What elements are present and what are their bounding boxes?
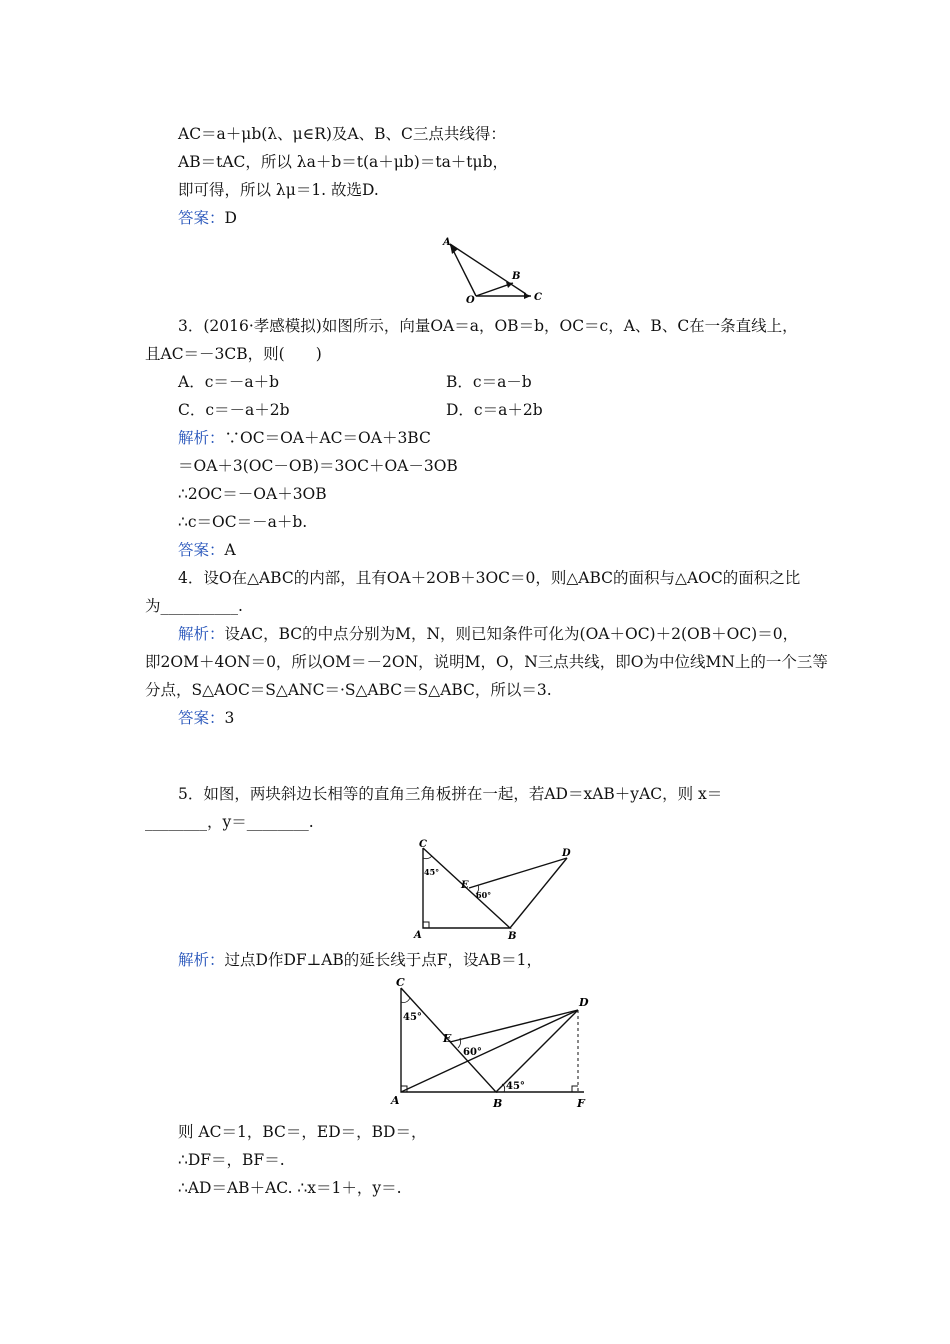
solution-line: ∴c＝OC＝－a＋b.	[178, 513, 308, 531]
solution-line: 解析：过点D作DF⊥AB的延长线于点F，设AB＝1，	[178, 951, 542, 969]
label-D: D	[562, 848, 571, 859]
label-O: O	[466, 295, 475, 304]
solution-line: 即可得，所以 λμ＝1. 故选D.	[178, 181, 379, 199]
solution-line: ∴DF＝，BF＝.	[178, 1151, 285, 1169]
solution-label: 解析：	[178, 429, 225, 447]
angle-60: 60°	[476, 890, 492, 900]
answer-line	[178, 540, 236, 560]
label-A: A	[414, 930, 422, 941]
angle-45: 45°	[403, 1012, 422, 1023]
solution-line: 分点，S△AOC＝S△ANC＝·S△ABC＝S△ABC，所以＝3.	[145, 681, 552, 699]
question-3-stem: 且AC＝－3CB，则( )	[145, 345, 322, 363]
solution-line: 即2OM＋4ON＝0，所以OM＝－2ON，说明M，O，N三点共线，即O为中位线MN上的一个三等	[145, 653, 828, 671]
solution-line: ∴2OC＝－OA＋3OB	[178, 485, 327, 503]
solution-label: 解析：	[178, 625, 225, 643]
label-C: C	[534, 292, 542, 303]
solution-line: AC＝a＋μb(λ、μ∈R)及A、B、C三点共线得：	[178, 125, 506, 143]
solution-line: 则 AC＝1，BC＝，ED＝，BD＝，	[178, 1123, 427, 1141]
angle-45-b: 45°	[506, 1081, 525, 1092]
solution-line: ∴AD＝AB＋AC. ∴x＝1＋，y＝.	[178, 1179, 402, 1197]
solution-label: 解析：	[178, 951, 225, 969]
solution-line: 解析：设AC，BC的中点分别为M，N，则已知条件可化为(OA＋OC)＋2(OB＋OC)＝0，	[178, 625, 799, 643]
angle-60: 60°	[463, 1047, 482, 1058]
label-D: D	[579, 996, 589, 1009]
answer-line	[178, 708, 234, 728]
answer-label: 答案：	[178, 209, 225, 227]
label-C: C	[396, 976, 405, 989]
answer-value: 3	[224, 709, 235, 727]
option-b: B．c＝a－b	[446, 373, 532, 391]
solution-line: 解析：∵OC＝OA＋AC＝OA＋3BC	[178, 429, 431, 447]
answer-line	[178, 208, 237, 228]
label-B: B	[512, 271, 521, 282]
triangle-figure-3	[388, 976, 598, 1112]
vector-figure-1	[436, 234, 548, 304]
answer-value: A	[224, 541, 236, 559]
label-B: B	[508, 931, 517, 942]
answer-label: 答案：	[178, 709, 225, 727]
label-A: A	[443, 237, 451, 248]
label-A: A	[391, 1094, 400, 1107]
label-E: E	[443, 1032, 452, 1045]
question-5-stem: ________，y＝________.	[145, 813, 314, 831]
triangle-figure-2	[412, 838, 582, 944]
label-E: E	[461, 880, 469, 891]
option-c: C．c＝－a＋2b	[178, 401, 290, 419]
answer-value: D	[224, 209, 237, 227]
question-4-stem: 4．设O在△ABC的内部，且有OA＋2OB＋3OC＝0，则△ABC的面积与△AOC的面积之比	[178, 569, 801, 587]
angle-45: 45°	[424, 867, 440, 877]
question-4-stem: 为__________.	[145, 597, 243, 615]
solution-line: AB＝tAC，所以 λa＋b＝t(a＋μb)＝ta＋tμb，	[178, 153, 509, 171]
label-C: C	[419, 839, 427, 850]
label-F: F	[577, 1097, 585, 1110]
label-B: B	[493, 1097, 503, 1110]
solution-line: ＝OA＋3(OC－OB)＝3OC＋OA－3OB	[178, 457, 458, 475]
question-3-stem: 3．(2016·孝感模拟)如图所示，向量OA＝a，OB＝b，OC＝c，A、B、C在一条直线上，	[178, 317, 798, 335]
question-5-stem: 5．如图，两块斜边长相等的直角三角板拼在一起，若AD＝xAB＋yAC，则 x＝	[178, 785, 723, 803]
answer-label: 答案：	[178, 541, 225, 559]
option-a: A．c＝－a＋b	[178, 373, 280, 391]
option-d: D．c＝a＋2b	[446, 401, 543, 419]
